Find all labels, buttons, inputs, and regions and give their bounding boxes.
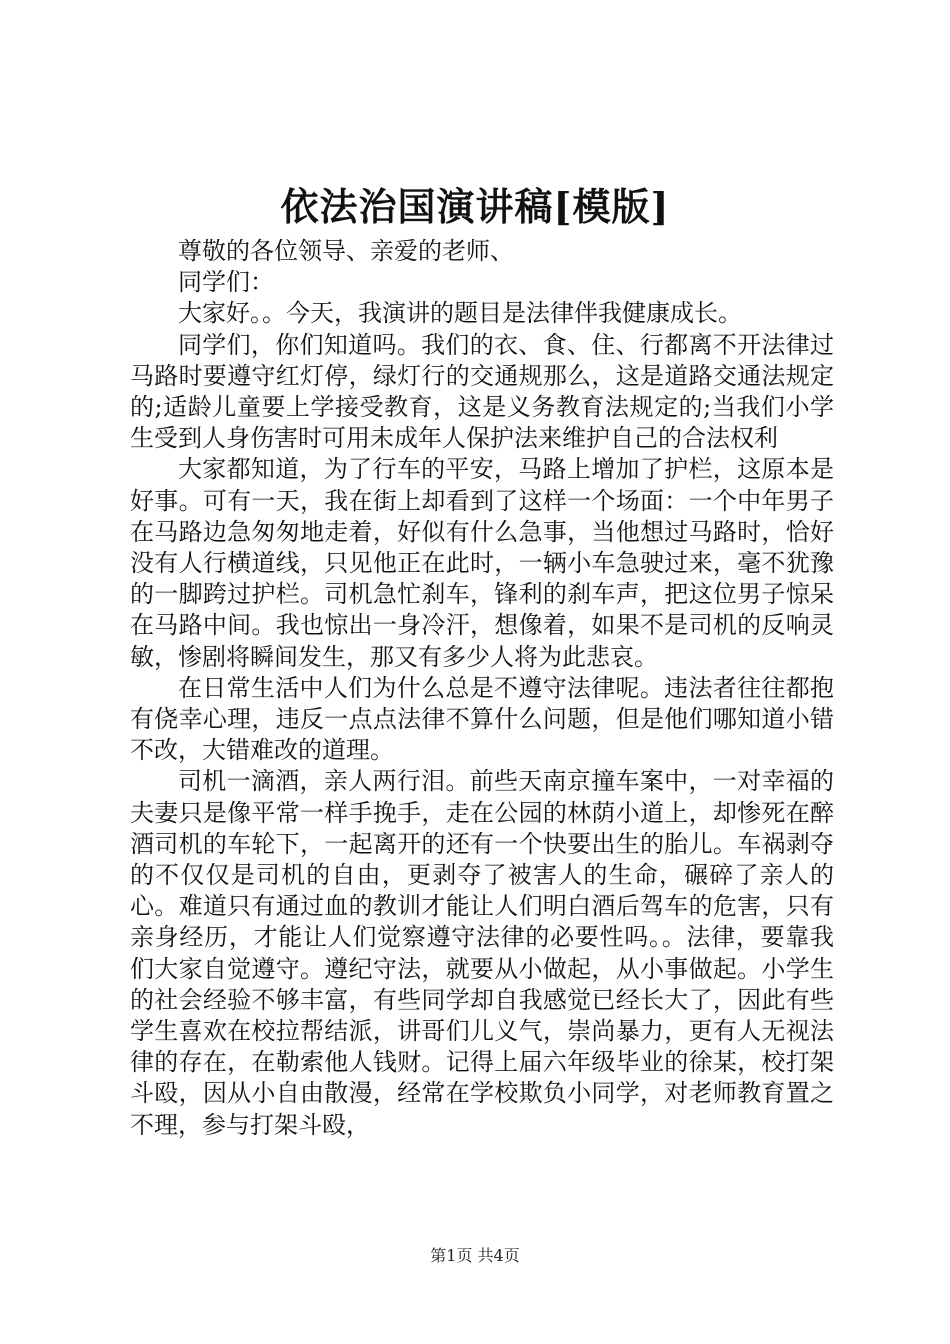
document-body — [130, 236, 834, 1141]
paragraph-salutation: 尊敬的各位领导、亲爱的老师、 — [178, 237, 514, 265]
paragraph: 司机一滴酒，亲人两行泪。前些天南京撞车案中，一对幸福的夫妻只是像平常一样手挽手，走在公园的林荫小道上，却惨死在醉酒司机的车轮下，一起离开的还有一个快要出生的胎儿。车祸剥夺的不仅仅是司机的自由，更剥夺了被害人的生命，碾碎了亲人的心。难道只有通过血的教训才能让人们明白酒后驾车的危害，只有亲身经历，才能让人们觉察遵守法律的必要性吗。。法律，要靠我们大家自觉遵守。遵纪守法，就要从小做起，从小事做起。小学生的社会经验不够丰富，有些同学却自我感觉已经长大了，因此有些学生喜欢在校拉帮结派，讲哥们儿义气，崇尚暴力，更有人无视法律的存在，在勒索他人钱财。记得上届六年级毕业的徐某，校打架斗殴，因从小自由散漫，经常在学校欺负小同学，对老师教育置之不理，参与打架斗殴， — [130, 767, 834, 1139]
paragraph-greeting: 大家好。。今天，我演讲的题目是法律伴我健康成长。 — [178, 299, 742, 328]
paragraph: 大家都知道，为了行车的平安，马路上增加了护栏，这原本是好事。可有一天，我在街上却看到了这样一个场面：一个中年男子在马路边急匆匆地走着，好似有什么急事，当他想过马路时，恰好没有人行横道线，只见他正在此时，一辆小车急驶过来，毫不犹豫的一脚跨过护栏。司机急忙刹车，锋利的刹车声，把这位男子惊呆在马路中间。我也惊出一身冷汗，想像着，如果不是司机的反响灵敏，惨剧将瞬间发生，那又有多少人将为此悲哀。 — [130, 455, 834, 671]
document-title: 依法治国演讲稿[模版] — [280, 184, 670, 229]
page-number-footer: 第1页 共4页 — [430, 1246, 520, 1265]
paragraph: 同学们，你们知道吗。我们的衣、食、住、行都离不开法律过马路时要遵守红灯停，绿灯行的交通规那么，这是道路交通法规定的;适龄儿童要上学接受教育，这是义务教育法规定的;当我们小学生受到人身伤害时可用未成年人保护法来维护自己的合法权利 — [130, 330, 834, 453]
paragraph: 在日常生活中人们为什么总是不遵守法律呢。违法者往往都抱有侥幸心理，违反一点点法律不算什么问题，但是他们哪知道小错不改，大错难改的道理。 — [130, 673, 834, 765]
paragraph-salutation-cont: 同学们： — [178, 268, 274, 297]
